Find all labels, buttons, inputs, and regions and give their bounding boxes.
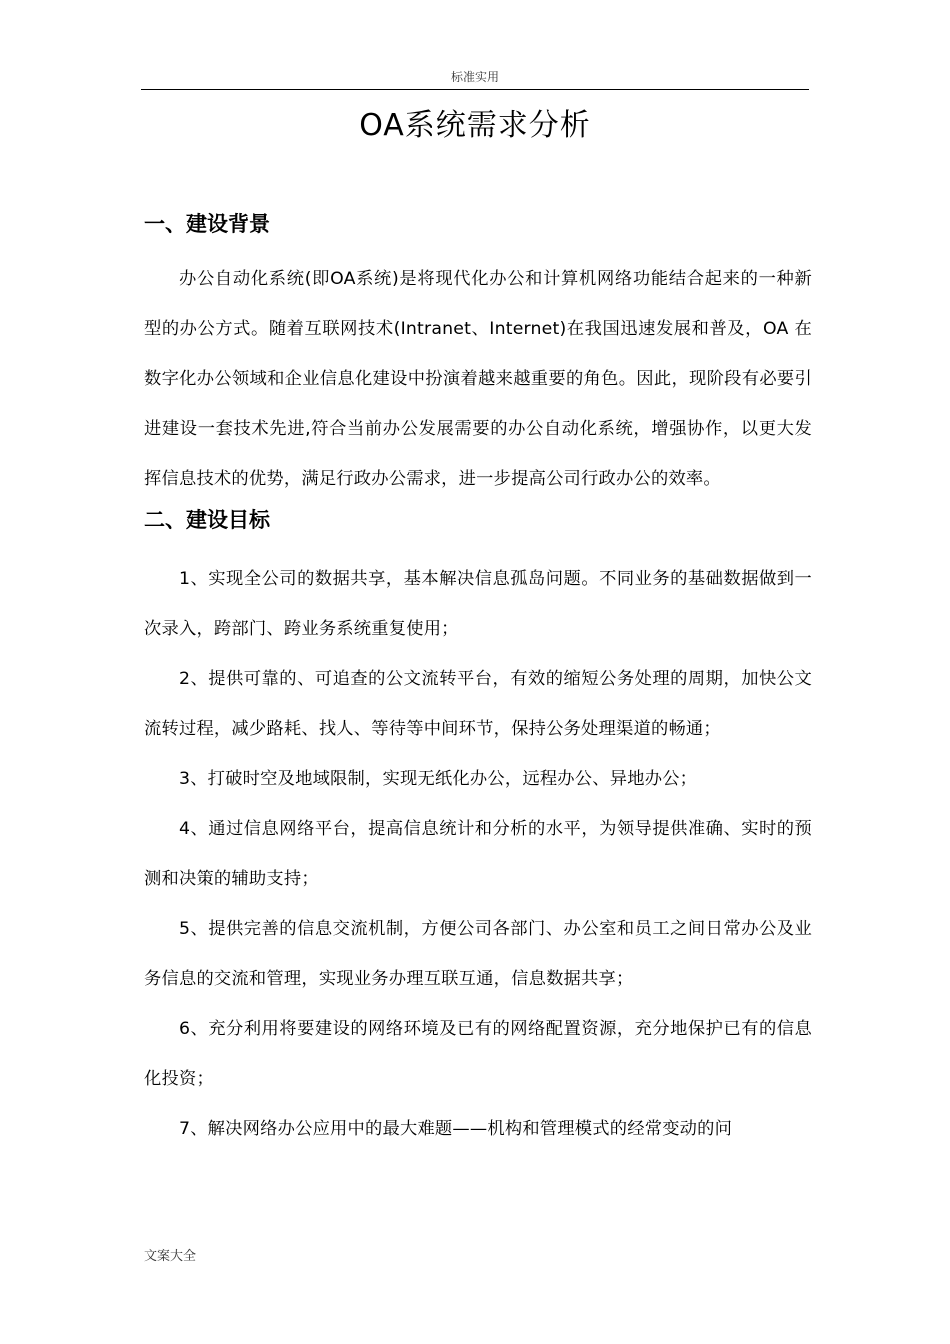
page-footer-text: 文案大全 (144, 1249, 197, 1264)
page-footer (144, 1248, 196, 1266)
document-body (144, 208, 812, 1154)
section-heading: 二、建设目标 (144, 508, 270, 532)
goal-item-5: 5、提供完善的信息交流机制，方便公司各部门、办公室和员工之间日常办公及业务信息的交流和管理，实现业务办理互联互通，信息数据共享； (144, 919, 812, 989)
goal-item-4: 4、通过信息网络平台，提高信息统计和分析的水平，为领导提供准确、实时的预测和决策的辅助支持； (144, 819, 812, 889)
goal-item-1: 1、实现全公司的数据共享，基本解决信息孤岛问题。不同业务的基础数据做到一次录入，跨部门、跨业务系统重复使用； (144, 569, 812, 639)
goal-item-7: 7、解决网络办公应用中的最大难题——机构和管理模式的经常变动的问 (179, 1119, 733, 1139)
page-header-text: 标准实用 (450, 70, 499, 84)
document-title: OA系统需求分析 (359, 108, 591, 143)
page-header (141, 69, 809, 90)
goal-item-3: 3、打破时空及地域限制，实现无纸化办公，远程办公、异地办公； (179, 769, 698, 789)
section-goals (144, 504, 812, 1154)
section-heading: 一、建设背景 (144, 212, 270, 236)
paragraph: 办公自动化系统(即OA系统)是将现代化办公和计算机网络功能结合起来的一种新型的办公方式。随着互联网技术(Intranet、Internet)在我国迅速发展和普及，OA 在数字化办公领域和企业信息化建设中扮演着越来越重要的角色。因此，现阶段有必要引进建设一套技术先进,符合当前办公发展需要的办公自动化系统，增强协作，以更大发挥信息技术的优势，满足行政办公需求，进一步提高公司行政办公的效率。 (144, 269, 812, 489)
section-background (144, 208, 812, 504)
goal-item-6: 6、充分利用将要建设的网络环境及已有的网络配置资源，充分地保护已有的信息化投资； (144, 1019, 812, 1089)
goal-item-2: 2、提供可靠的、可追查的公文流转平台，有效的缩短公务处理的周期，加快公文流转过程，减少路耗、找人、等待等中间环节，保持公务处理渠道的畅通； (144, 669, 812, 739)
